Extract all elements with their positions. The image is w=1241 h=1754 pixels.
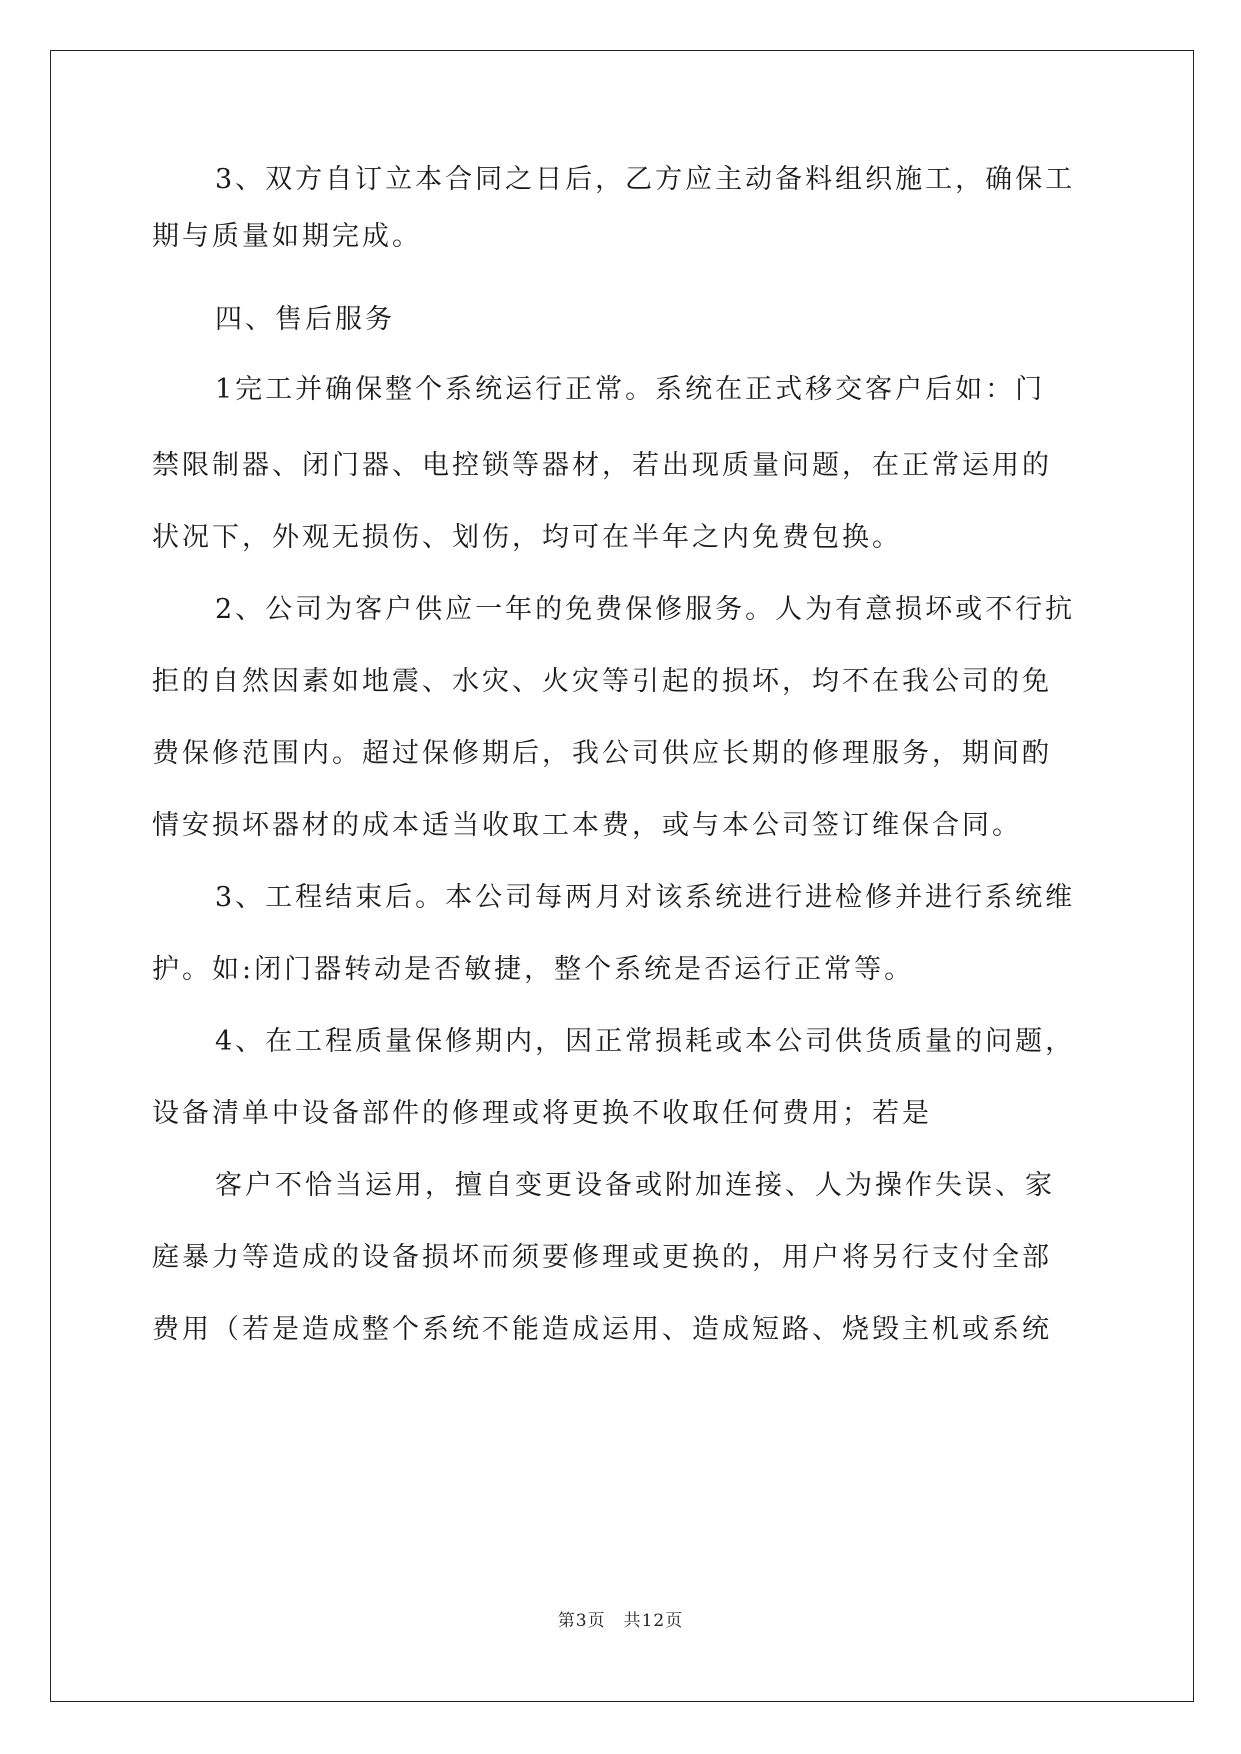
paragraph-line: 设备清单中设备部件的修理或将更换不收取任何费用；若是	[152, 1098, 932, 1129]
paragraph-line: 禁限制器、闭门器、电控锁等器材，若出现质量问题，在正常运用的	[152, 450, 1052, 481]
paragraph-line: 4、在工程质量保修期内，因正常损耗或本公司供货质量的问题，	[215, 1026, 1076, 1057]
section-heading: 四、售后服务	[215, 304, 395, 335]
paragraph-line: 2、公司为客户供应一年的免费保修服务。人为有意损坏或不行抗	[215, 594, 1076, 625]
paragraph-line: 3、工程结束后。本公司每两月对该系统进行进检修并进行系统维	[215, 882, 1076, 913]
paragraph-line: 拒的自然因素如地震、水灾、火灾等引起的损坏，均不在我公司的免	[152, 666, 1052, 697]
paragraph-line: 客户不恰当运用，擅自变更设备或附加连接、人为操作失误、家	[215, 1170, 1055, 1201]
paragraph-line: 费保修范围内。超过保修期后，我公司供应长期的修理服务，期间酌	[152, 738, 1052, 769]
paragraph-line: 1完工并确保整个系统运行正常。系统在正式移交客户后如：门	[215, 374, 1046, 405]
paragraph-line: 3、双方自订立本合同之日后，乙方应主动备料组织施工，确保工	[215, 164, 1076, 195]
paragraph-line: 期与质量如期完成。	[152, 221, 422, 252]
paragraph-line: 护。如:闭门器转动是否敏捷，整个系统是否运行正常等。	[152, 954, 915, 985]
page-number: 第3页	[557, 1611, 606, 1631]
paragraph-line: 费用（若是造成整个系统不能造成运用、造成短路、烧毁主机或系统	[152, 1314, 1052, 1345]
paragraph-line: 庭暴力等造成的设备损坏而须要修理或更换的，用户将另行支付全部	[152, 1242, 1052, 1273]
page-total: 共12页	[623, 1611, 684, 1631]
paragraph-line: 状况下，外观无损伤、划伤，均可在半年之内免费包换。	[152, 522, 902, 553]
page-border	[50, 50, 1194, 1702]
page-footer	[0, 1606, 1241, 1631]
paragraph-line: 情安损坏器材的成本适当收取工本费，或与本公司签订维保合同。	[152, 810, 1022, 841]
